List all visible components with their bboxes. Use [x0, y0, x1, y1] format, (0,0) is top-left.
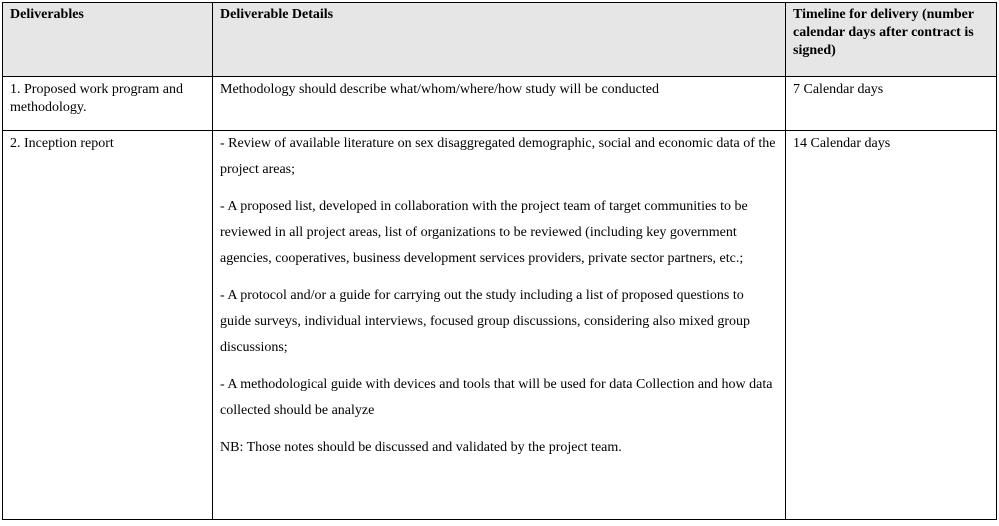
detail-paragraph: - A methodological guide with devices and tools that will be used for data Collection and how data collected should be analyze [220, 377, 773, 418]
table-row [3, 131, 997, 520]
deliverable-cell: 1. Proposed work program and methodology. [3, 77, 213, 131]
header-deliverables: Deliverables [3, 3, 213, 77]
detail-paragraph: - A proposed list, developed in collaboration with the project team of target communities to be reviewed in all project areas, list of organizations to be reviewed (including key government agencies, cooperatives, business development services providers, private sector partners, etc.; [220, 199, 748, 266]
detail-paragraph: - A protocol and/or a guide for carrying out the study including a list of proposed questions to guide surveys, individual interviews, focused group discussions, considering also mixed group discussions; [220, 288, 750, 355]
deliverable-cell: 2. Inception report [3, 131, 213, 520]
table-row [3, 77, 997, 131]
details-cell [213, 77, 786, 131]
deliverables-table [2, 2, 997, 520]
detail-text: Methodology should describe what/whom/where/how study will be conducted [220, 82, 659, 97]
table-header-row [3, 3, 997, 77]
detail-paragraph: NB: Those notes should be discussed and validated by the project team. [220, 440, 622, 455]
timeline-cell: 14 Calendar days [786, 131, 997, 520]
header-timeline: Timeline for delivery (number calendar days after contract is signed) [786, 3, 997, 77]
details-cell [213, 131, 786, 520]
timeline-cell: 7 Calendar days [786, 77, 997, 131]
detail-paragraph: - Review of available literature on sex disaggregated demographic, social and economic data of the project areas; [220, 136, 776, 177]
header-deliverable-details: Deliverable Details [213, 3, 786, 77]
